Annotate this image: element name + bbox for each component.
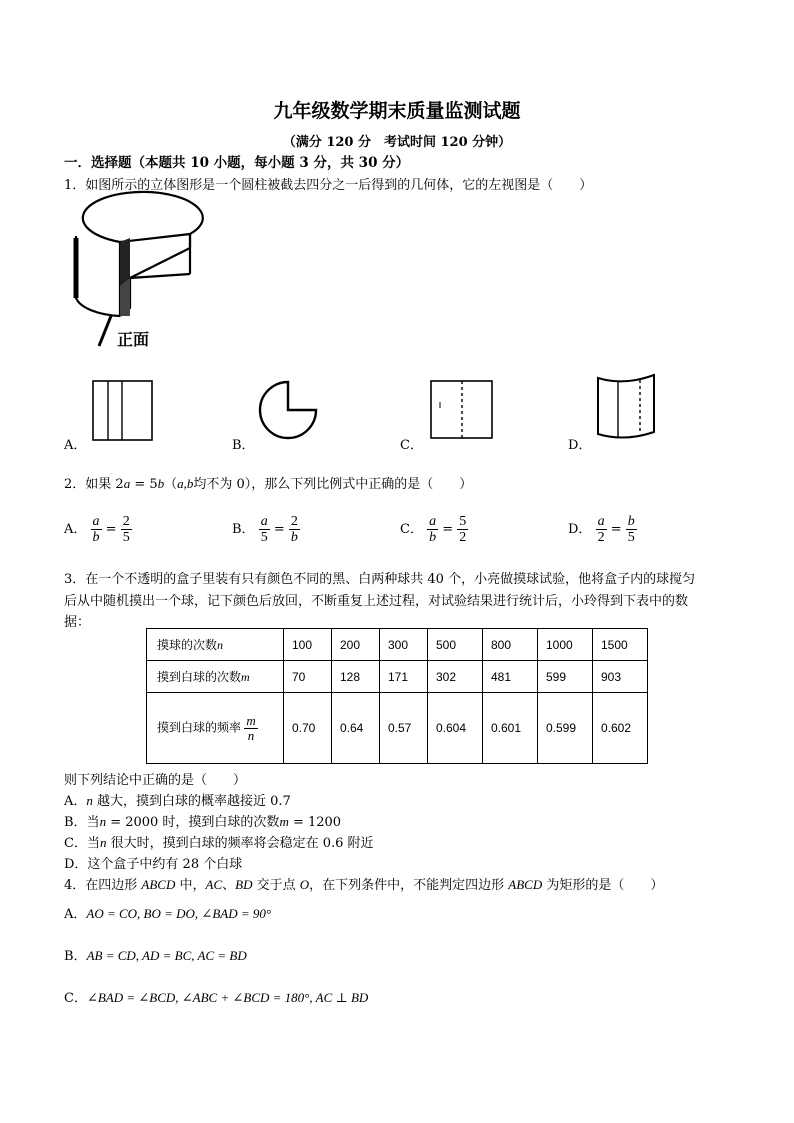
question-3-prompt: 则下列结论中正确的是（ ） bbox=[64, 773, 247, 788]
front-view-label: 正面 bbox=[117, 330, 150, 349]
q4-option-b[interactable]: B．AB = CD, AD = BC, AC = BD bbox=[64, 948, 247, 964]
q2-option-b[interactable]: B． $\frac{a}{5}$ = $\frac{2}{b}$ bbox=[232, 514, 298, 545]
exam-info: （满分 120 分 考试时间 120 分钟） bbox=[282, 135, 512, 150]
table-row: 摸到白球的频率 $\frac{m}{n}$ 0.70 0.64 0.57 0.604 0.601 0.599 0.602 bbox=[147, 693, 648, 764]
q4-option-c[interactable]: C．∠BAD = ∠BCD, ∠ABC + ∠BCD = 180°, AC ⊥ BD bbox=[64, 990, 369, 1006]
q3-option-d[interactable]: D．这个盒子中约有 28 个白球 bbox=[64, 857, 243, 872]
question-3-line-2: 后从中随机摸出一个球，记下颜色后放回，不断重复上述过程，对试验结果进行统计后，小玲得到下表中的数 bbox=[64, 594, 689, 609]
table-row-header: 摸到白球的频率 $\frac{m}{n}$ bbox=[147, 693, 284, 764]
table-row-header: 摸到白球的次数m bbox=[147, 661, 284, 693]
q1-option-b-label[interactable]: B． bbox=[232, 438, 255, 453]
q1-option-a-label[interactable]: A． bbox=[64, 438, 87, 453]
section-heading: 一．选择题（本题共 10 小题，每小题 3 分，共 30 分） bbox=[64, 155, 410, 171]
q4-option-a[interactable]: A．AO = CO, BO = DO, ∠BAD = 90° bbox=[64, 906, 272, 922]
q1-option-b-figure bbox=[258, 378, 326, 446]
question-3-line-1: 3．在一个不透明的盒子里装有只有颜色不同的黑、白两种球共 40 个，小亮做摸球试验，他将盒子内的球搅匀 bbox=[64, 572, 696, 587]
q2-option-d[interactable]: D． $\frac{a}{2}$ = $\frac{b}{5}$ bbox=[568, 514, 635, 545]
table-row: 摸到白球的次数m 70 128 171 302 481 599 903 bbox=[147, 661, 648, 693]
question-2-text: 2．如果 2a = 5b（a,b均不为 0），那么下列比例式中正确的是（ ） bbox=[64, 476, 473, 492]
table-row: 摸球的次数n 100 200 300 500 800 1000 1500 bbox=[147, 629, 648, 661]
q1-option-a-figure bbox=[92, 380, 154, 442]
q3-option-a[interactable]: A．n 越大，摸到白球的概率越接近 0.7 bbox=[64, 793, 291, 809]
q2-option-c[interactable]: C． $\frac{a}{b}$ = $\frac{5}{2}$ bbox=[400, 514, 467, 545]
frequency-table bbox=[146, 628, 648, 764]
q1-option-c-label[interactable]: C． bbox=[400, 438, 423, 453]
q1-option-c-figure bbox=[428, 378, 496, 442]
question-3-line-3: 据： bbox=[64, 615, 91, 630]
question-4-text: 4．在四边形 ABCD 中，AC、BD 交于点 O，在下列条件中，不能判定四边形 ABCD 为矩形的是（ ） bbox=[64, 877, 664, 893]
q3-option-c[interactable]: C．当n 很大时，摸到白球的频率将会稳定在 0.6 附近 bbox=[64, 835, 374, 851]
q1-option-d-figure bbox=[594, 372, 660, 446]
q3-option-b[interactable]: B．当n = 2000 时，摸到白球的次数m = 1200 bbox=[64, 814, 342, 830]
question-1-text: 1．如图所示的立体图形是一个圆柱被截去四分之一后得到的几何体，它的左视图是（ ） bbox=[64, 178, 593, 193]
page-title: 九年级数学期末质量监测试题 bbox=[273, 100, 521, 122]
table-row-header: 摸球的次数n bbox=[147, 629, 284, 661]
q1-option-d-label[interactable]: D． bbox=[568, 438, 592, 453]
q2-option-a[interactable]: A． $\frac{a}{b}$ = $\frac{2}{5}$ bbox=[64, 514, 130, 545]
